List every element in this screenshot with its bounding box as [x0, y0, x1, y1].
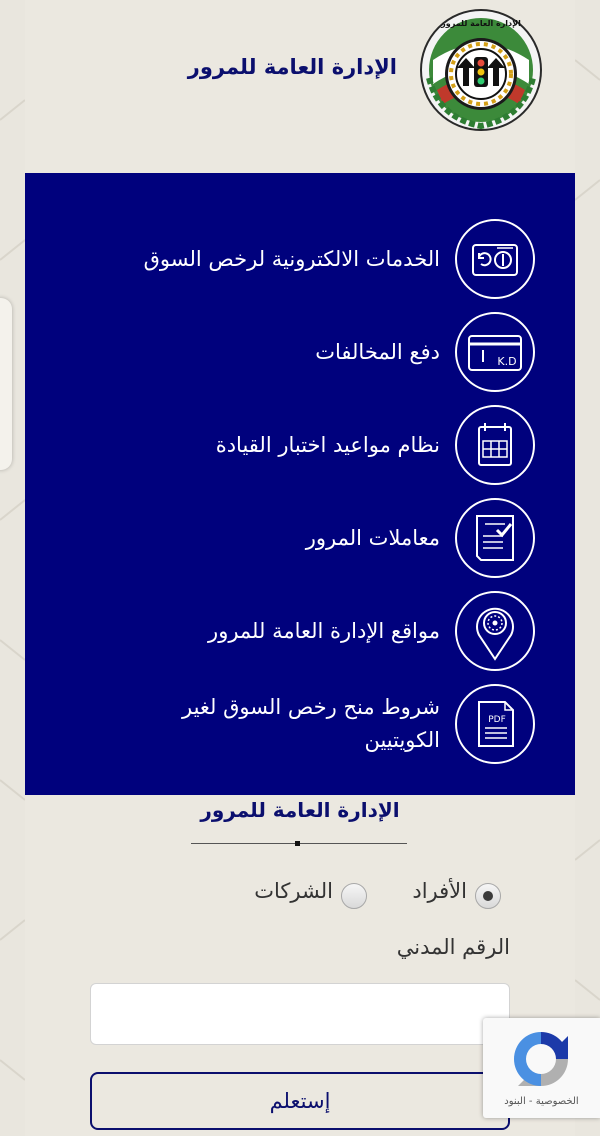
recaptcha-badge[interactable]	[483, 1018, 600, 1118]
menu-item-label: مواقع الإدارة العامة للمرور	[208, 618, 440, 643]
civil-id-input[interactable]	[90, 983, 510, 1045]
logo-text: الإدارة العامة للمرور	[441, 19, 521, 28]
license-card-icon	[455, 219, 535, 299]
civil-id-label: الرقم المدني	[396, 935, 510, 959]
side-drawer-handle[interactable]	[0, 298, 12, 470]
menu-item-label: شروط منح رخص السوق لغير الكويتيين	[182, 695, 440, 752]
kd-text: K.D	[497, 355, 517, 368]
recaptcha-terms-link[interactable]: البنود	[504, 1096, 526, 1107]
menu-item-locations[interactable]	[25, 591, 575, 675]
menu-item-label: الخدمات الالكترونية لرخص السوق	[143, 246, 440, 271]
menu-item-label: معاملات المرور	[305, 525, 440, 550]
kd-card-icon	[455, 312, 535, 392]
traffic-department-logo	[419, 8, 543, 132]
pdf-text: PDF	[488, 715, 506, 725]
menu-item-label: نظام مواعيد اختبار القيادة	[215, 432, 440, 457]
calendar-icon	[455, 405, 535, 485]
menu-item-pay-fines[interactable]	[25, 312, 575, 396]
menu-item-driving-test-appointments[interactable]	[25, 405, 575, 489]
location-pin-icon	[455, 591, 535, 671]
header-title: الإدارة العامة للمرور	[187, 55, 397, 79]
recaptcha-logo-icon	[508, 1026, 574, 1092]
menu-item-license-services[interactable]	[25, 219, 575, 303]
recaptcha-privacy-link[interactable]: الخصوصية	[535, 1096, 579, 1107]
divider-dot	[295, 841, 300, 846]
page-container	[25, 0, 575, 1136]
recaptcha-links	[483, 1096, 600, 1107]
clipboard-check-icon	[455, 498, 535, 578]
services-menu	[25, 173, 575, 795]
radio-individuals-label[interactable]: الأفراد	[412, 879, 467, 903]
pdf-document-icon	[455, 684, 535, 764]
customer-type-radio-group	[25, 877, 575, 917]
inquire-button[interactable]: إستعلم	[90, 1072, 510, 1130]
menu-item-traffic-transactions[interactable]	[25, 498, 575, 582]
recaptcha-separator: -	[525, 1096, 536, 1107]
header	[25, 0, 575, 170]
menu-item-non-kuwaiti-license-conditions[interactable]	[25, 684, 575, 768]
radio-individuals[interactable]	[475, 883, 501, 909]
section-title: الإدارة العامة للمرور	[200, 798, 400, 822]
menu-item-label: دفع المخالفات	[315, 339, 440, 364]
radio-companies-label[interactable]: الشركات	[254, 879, 333, 903]
radio-companies[interactable]	[341, 883, 367, 909]
